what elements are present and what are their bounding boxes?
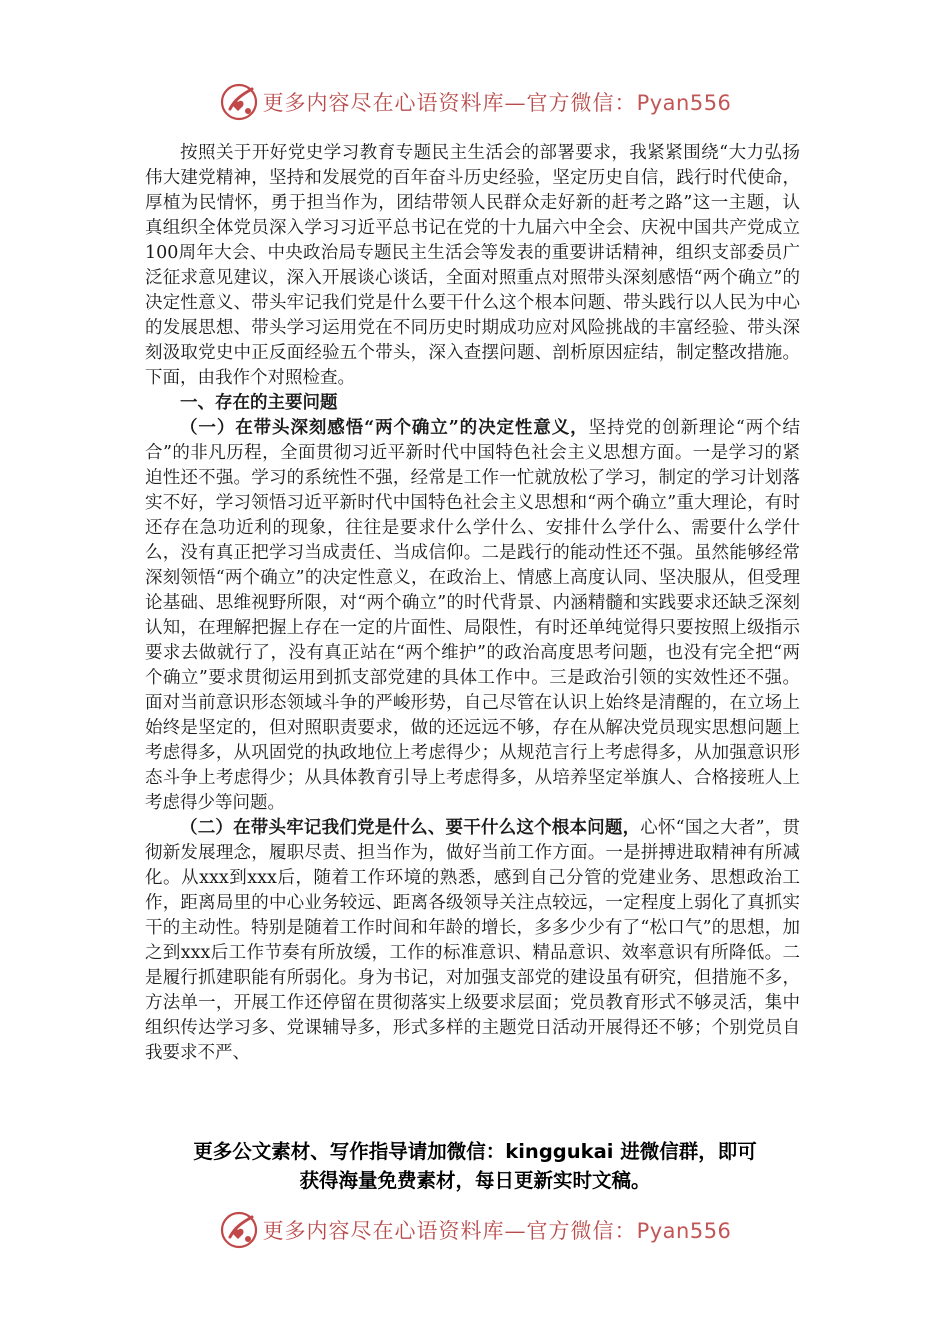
banner-wechat-id: Pyan556 <box>636 91 732 115</box>
item-1-lead: （一）在带头深刻感悟“两个确立”的决定性意义， <box>180 418 589 438</box>
item-1-paragraph <box>145 416 800 816</box>
promo-line-2: 获得海量免费素材，每日更新实时文稿。 <box>299 1169 651 1192</box>
pen-heart-logo-icon <box>219 82 259 122</box>
banner-slogan: 更多内容尽在心语资料库—官方微信： <box>262 91 637 115</box>
footer-banner <box>0 1206 950 1254</box>
promo-notice <box>0 1137 950 1195</box>
promo-line-1: 更多公文素材、写作指导请加微信：kinggukai 进微信群，即可 <box>193 1140 757 1163</box>
intro-paragraph: 按照关于开好党史学习教育专题民主生活会的部署要求，我紧紧围绕“大力弘扬伟大建党精神，坚持和发展党的百年奋斗历史经验，坚定历史自信，践行时代使命，厚植为民情怀，勇于担当作为，团结带领人民群众走好新的赶考之路”这一主题，认真组织全体党员深入学习习近平总书记在党的十九届六中全会、庆祝中国共产党成立100周年大会、中央政治局专题民主生活会等发表的重要讲话精神，组织支部委员广泛征求意见建议，深入开展谈心谈话，全面对照重点对照带头深刻感悟“两个确立”的决定性意义、带头牢记我们党是什么要干什么这个根本问题、带头践行以人民为中心的发展思想、带头学习运用党在不同历史时期成功应对风险挑战的丰富经验、带头深刻汲取党史中正反面经验五个带头，深入查摆问题、剖析原因症结，制定整改措施。下面，由我作个对照检查。 <box>145 143 800 388</box>
section-heading: 一、存在的主要问题 <box>180 393 338 413</box>
banner-text <box>263 1215 732 1245</box>
item-2-lead: （二）在带头牢记我们党是什么、要干什么这个根本问题， <box>180 818 641 838</box>
item-1-text: 坚持党的创新理论“两个结合”的非凡历程，全面贯彻习近平新时代中国特色社会主义思想方面。一是学习的紧迫性还不强。学习的系统性不强，经常是工作一忙就放松了学习，制定的学习计划落实不好，学习领悟习近平新时代中国特色社会主义思想和“两个确立”重大理论，有时还存在急功近利的现象，往往是要求什么学什么、安排什么学什么、需要什么学什么，没有真正把学习当成责任、当成信仰。二是践行的能动性还不强。虽然能够经常深刻领悟“两个确立”的决定性意义，在政治上、情感上高度认同、坚决服从，但受理论基础、思维视野所限，对“两个确立”的时代背景、内涵精髓和实践要求还缺乏深刻认知，在理解把握上存在一定的片面性、局限性，有时还单纯觉得只要按照上级指示要求去做就行了，没有真正站在“两个维护”的政治高度思考问题，也没有完全把“两个确立”要求贯彻运用到抓支部党建的具体工作中。三是政治引领的实效性还不强。面对当前意识形态领域斗争的严峻形势，自己尽管在认识上始终是清醒的，在立场上始终是坚定的，但对照职责要求，做的还远远不够，存在从解决党员现实思想问题上考虑得多，从巩固党的执政地位上考虑得少；从规范言行上考虑得多，从加强意识形态斗争上考虑得少；从具体教育引导上考虑得多，从培养坚定举旗人、合格接班人上考虑得少等问题。 <box>145 418 800 813</box>
pen-heart-logo-icon <box>219 1210 259 1250</box>
banner-text <box>263 87 732 117</box>
banner-wechat-id: Pyan556 <box>636 1219 732 1243</box>
banner-slogan: 更多内容尽在心语资料库—官方微信： <box>262 1219 637 1243</box>
item-2-text: 心怀“国之大者”，贯彻新发展理念，履职尽责、担当作为，做好当前工作方面。一是拼搏进取精神有所减化。从xxx到xxx后，随着工作环境的熟悉，感到自己分管的党建业务、思想政治工作，距离局里的中心业务较远、距离各级领导关注点较远，一定程度上弱化了真抓实干的主动性。特别是随着工作时间和年龄的增长，多多少少有了“松口气”的思想，加之到xxx后工作节奏有所放缓，工作的标准意识、精品意识、效率意识有所降低。二是履行抓建职能有所弱化。身为书记，对加强支部党的建设虽有研究，但措施不多，方法单一，开展工作还停留在贯彻落实上级要求层面；党员教育形式不够灵活，集中组织传达学习多、党课辅导多，形式多样的主题党日活动开展得还不够；个别党员自我要求不严、 <box>145 818 800 1063</box>
header-banner <box>0 78 950 126</box>
document-body <box>145 141 800 1066</box>
item-2-paragraph <box>145 816 800 1066</box>
